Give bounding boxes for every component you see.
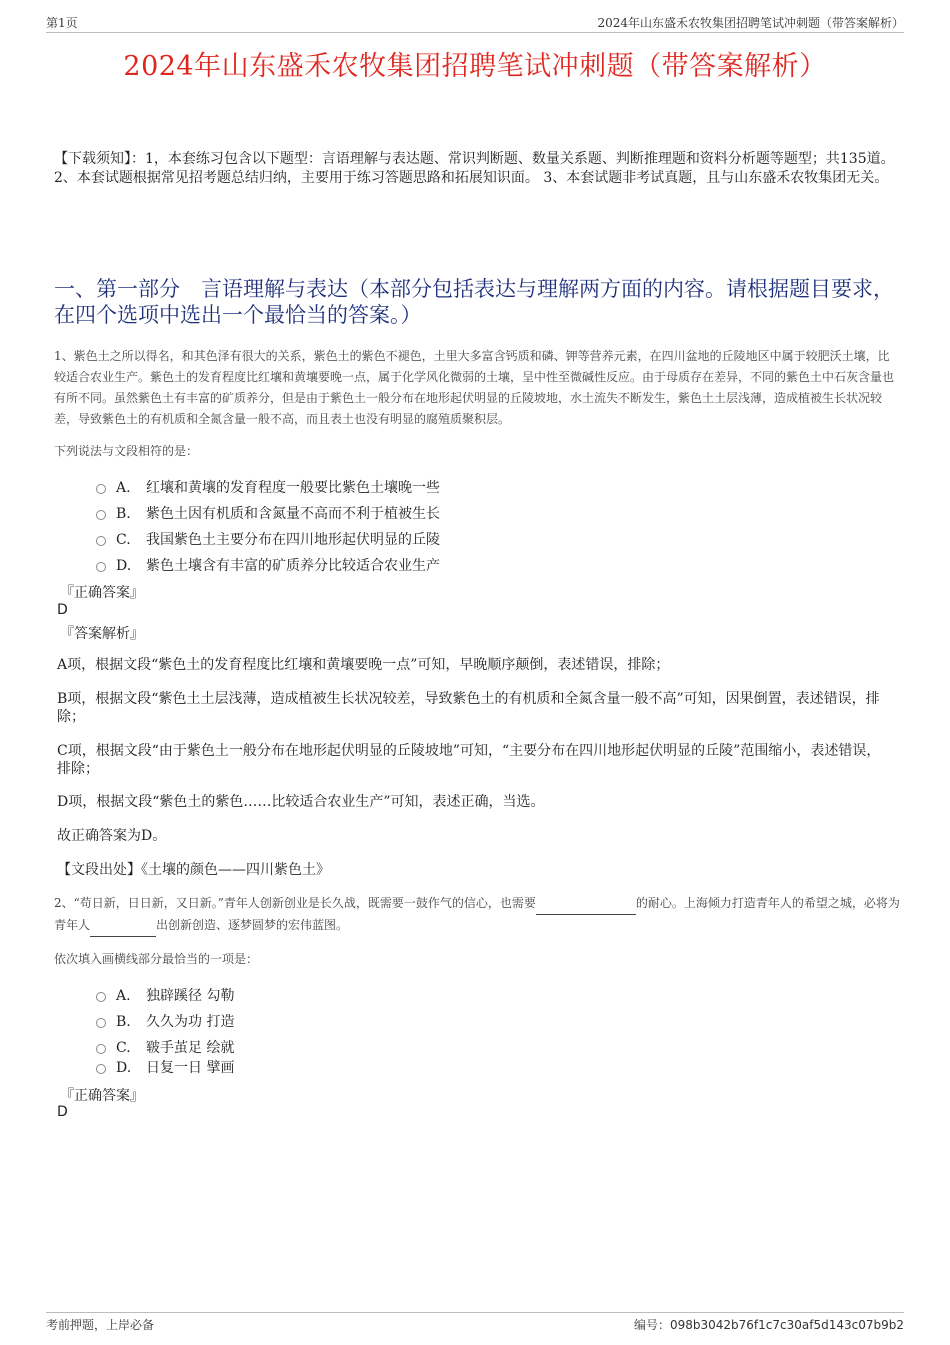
q1-source: 【文段出处】《土壤的颜色——四川紫色土》 <box>57 862 330 878</box>
question-2-prompt: 依次填入画横线部分最恰当的一项是： <box>54 952 259 966</box>
question-1-stem: 1、紫色土之所以得名，和其色泽有很大的关系，紫色土的紫色不褪色，土里大多富含钙质和磷、钾等营养元素，在四川盆地的丘陵地区中属于较肥沃土壤，比较适合农业生产。紫色土的发育程度比红壤和黄壤要晚一点，属于化学风化微弱的土壤，呈中性至微碱性反应。由于母质存在差异，不同的紫色土中石灰含量也有所不同。虽然紫色土有丰富的矿质养分，但是由于紫色土一般分布在地形起伏明显的丘陵坡地，水土流失不断发生，紫色土土层浅薄，造成植被生长状况较差，导致紫色土的有机质和全氮含量一般不高，而且表土也没有明显的腐殖质聚积层。 <box>54 349 895 426</box>
q1-answer: D <box>57 602 68 618</box>
q1-analysis-a: A项，根据文段“紫色土的发育程度比红壤和黄壤要晚一点”可知，早晚顺序颠倒，表述错误，排除； <box>57 657 670 673</box>
q2-option-d[interactable]: D. 日复一日 擘画 <box>96 1057 234 1077</box>
fill-blank-2[interactable] <box>90 915 156 937</box>
q2-answer-label: 『正确答案』 <box>60 1088 144 1104</box>
document-code: 编号：098b3042b76f1c7c30af5d143c07b9b2 <box>633 1318 904 1332</box>
q1-analysis-c: C项，根据文段“由于紫色土一般分布在地形起伏明显的丘陵坡地”可知，“主要分布在四川地形起伏明显的丘陵”范围缩小，表述错误，排除； <box>57 743 881 777</box>
q2-option-b[interactable]: B. 久久为功 打造 <box>96 1011 234 1031</box>
page-number: 第1页 <box>46 16 78 30</box>
q2-option-a[interactable]: A. 独辟蹊径 勾勒 <box>96 985 234 1005</box>
radio-icon[interactable] <box>96 510 106 520</box>
section-heading: 一、第一部分 言语理解与表达（本部分包括表达与理解两方面的内容。请根据题目要求，在四个选项中选出一个最恰当的答案。） <box>54 277 894 327</box>
q1-option-a[interactable]: A. 红壤和黄壤的发育程度一般要比紫色土壤晚一些 <box>96 477 440 497</box>
q1-answer-label: 『正确答案』 <box>60 585 144 601</box>
q1-analysis-label: 『答案解析』 <box>60 626 144 642</box>
radio-icon[interactable] <box>96 562 106 572</box>
download-notice: 【下载须知】：1，本套练习包含以下题型：言语理解与表达题、常识判断题、数量关系题、判断推理题和资料分析题等题型；共135道。 2、本套试题根据常见招考题总结归纳，主要用于练习答题思路和拓展知识面。 3、本套试题非考试真题，且与山东盛禾农牧集团无关。 <box>54 151 895 186</box>
radio-icon[interactable] <box>96 992 106 1002</box>
radio-icon[interactable] <box>96 1044 106 1054</box>
question-2-stem: 2、“苟日新，日日新，又日新。”青年人创新创业是长久战，既需要一鼓作气的信心，也需要 的耐心。上海倾力打造青年人的希望之城，必将为青年人 出创新创造、逐梦圆梦的宏伟蓝图。 <box>54 893 900 937</box>
q2-answer: D <box>57 1104 68 1120</box>
page-header <box>46 14 904 33</box>
radio-icon[interactable] <box>96 1064 106 1074</box>
q1-option-d[interactable]: D. 紫色土壤含有丰富的矿质养分比较适合农业生产 <box>96 555 440 575</box>
header-doc-title: 2024年山东盛禾农牧集团招聘笔试冲刺题（带答案解析） <box>597 16 904 30</box>
fill-blank-1[interactable] <box>536 893 636 915</box>
document-title: 2024年山东盛禾农牧集团招聘笔试冲刺题（带答案解析） <box>123 51 827 82</box>
q1-option-c[interactable]: C. 我国紫色土主要分布在四川地形起伏明显的丘陵 <box>96 529 440 549</box>
radio-icon[interactable] <box>96 484 106 494</box>
question-1-prompt: 下列说法与文段相符的是： <box>54 444 199 458</box>
q1-conclusion: 故正确答案为D。 <box>57 828 167 844</box>
q2-option-c[interactable]: C. 皲手茧足 绘就 <box>96 1037 234 1057</box>
q1-analysis-b: B项，根据文段“紫色土土层浅薄，造成植被生长状况较差，导致紫色土的有机质和全氮含量一般不高”可知，因果倒置，表述错误，排除； <box>57 691 880 725</box>
radio-icon[interactable] <box>96 536 106 546</box>
footer-slogan: 考前押题，上岸必备 <box>46 1318 155 1332</box>
q1-option-b[interactable]: B. 紫色土因有机质和含氮量不高而不利于植被生长 <box>96 503 440 523</box>
q1-analysis-d: D项，根据文段“紫色土的紫色……比较适合农业生产”可知，表述正确，当选。 <box>57 794 545 810</box>
radio-icon[interactable] <box>96 1018 106 1028</box>
page-footer <box>46 1312 904 1337</box>
